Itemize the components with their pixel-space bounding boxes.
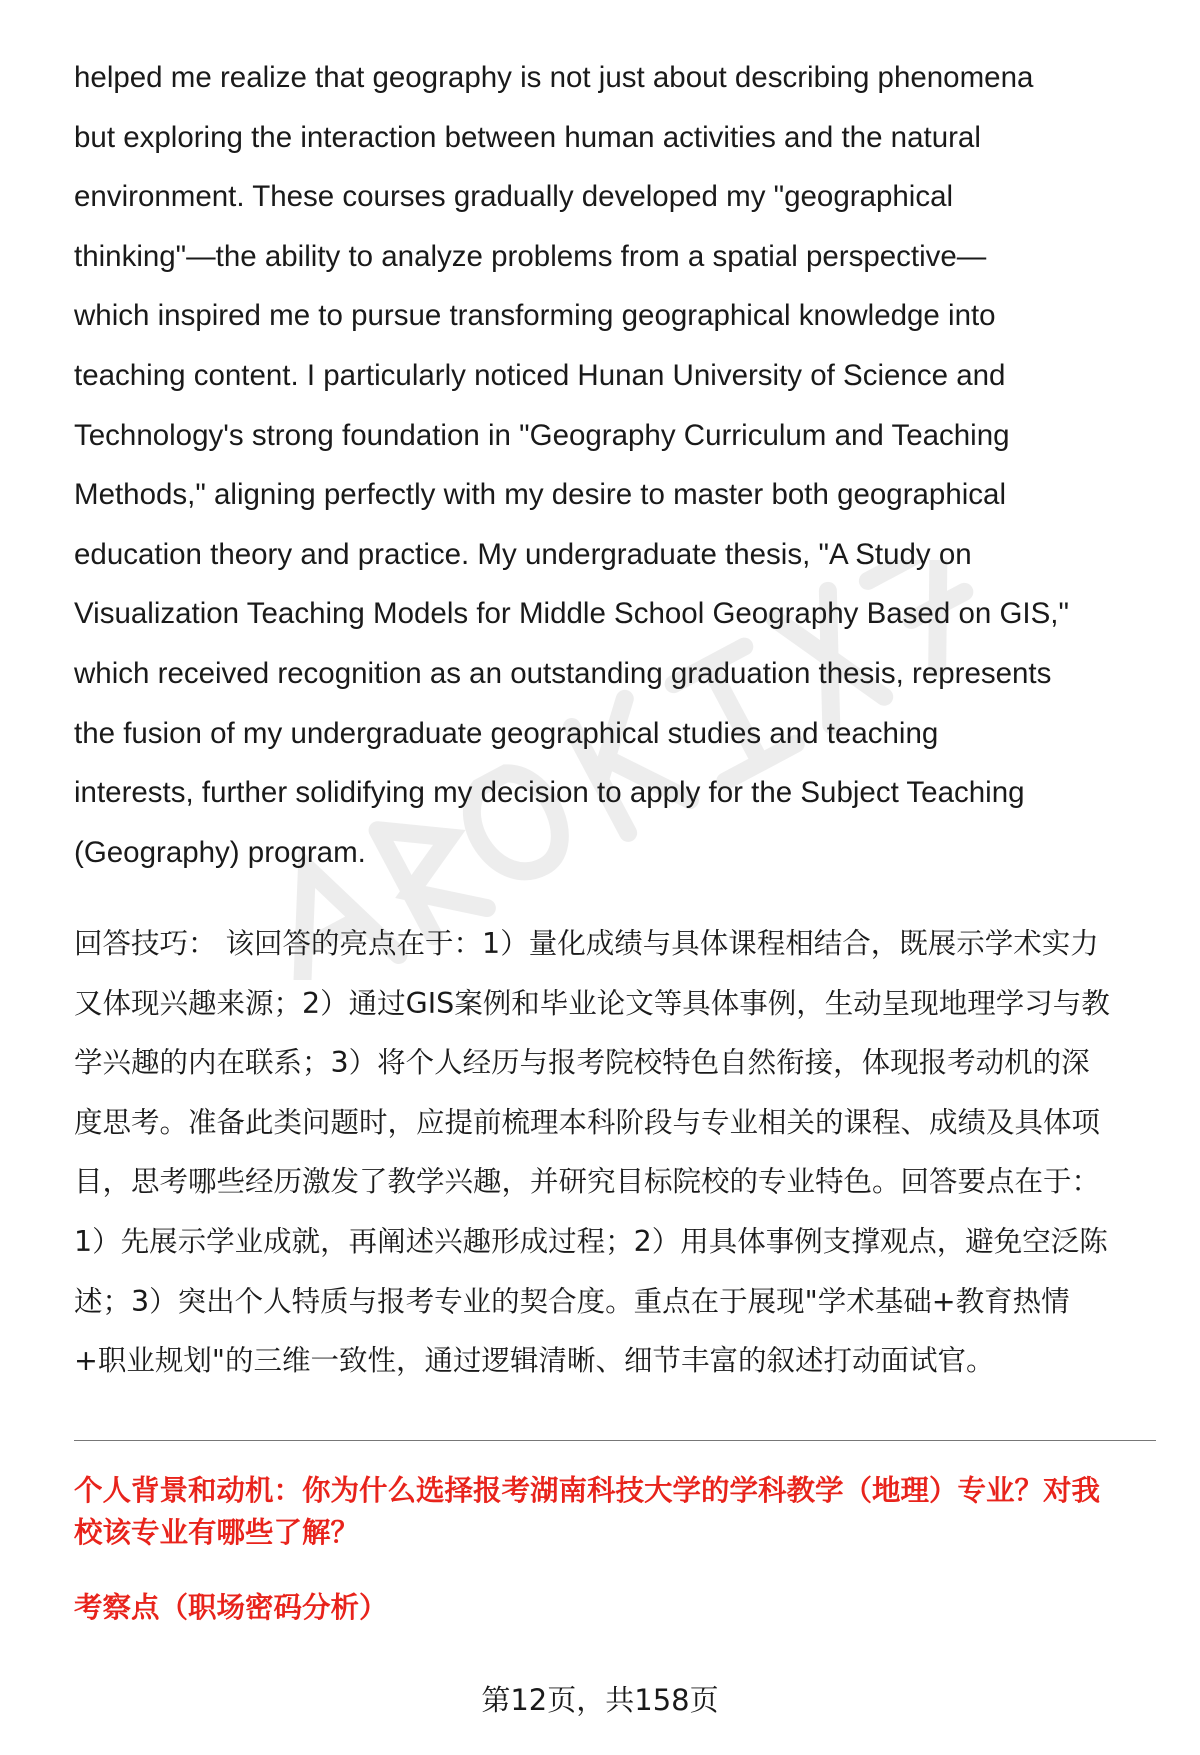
question-line: 个人背景和动机：你为什么选择报考湖南科技大学的学科教学（地理）专业？对我 xyxy=(74,1474,1101,1507)
section-divider xyxy=(74,1440,1156,1441)
tips-line: +职业规划"的三维一致性，通过逻辑清晰、细节丰富的叙述打动面试官。 xyxy=(74,1344,995,1378)
tips-line: 学兴趣的内在联系；3）将个人经历与报考院校特色自然衔接，体现报考动机的深 xyxy=(74,1046,1090,1080)
answer-line: which received recognition as an outstanding graduation thesis, represents xyxy=(74,656,1052,690)
tips-line: 回答技巧： 该回答的亮点在于：1）量化成绩与具体课程相结合，既展示学术实力 xyxy=(74,927,1099,960)
answer-line: helped me realize that geography is not just about describing phenomena xyxy=(74,61,1034,94)
answer-line: Methods," aligning perfectly with my desire to master both geographical xyxy=(74,478,1007,512)
tips-line: 1）先展示学业成就，再阐述兴趣形成过程；2）用具体事例支撑观点，避免空泛陈 xyxy=(74,1224,1108,1258)
tips-line: 述；3）突出个人特质与报考专业的契合度。重点在于展现"学术基础+教育热情 xyxy=(74,1284,1070,1318)
answer-line: interests, further solidifying my decision to apply for the Subject Teaching xyxy=(74,776,1025,810)
assessment-heading: 考察点（职场密码分析） xyxy=(74,1591,388,1624)
page-number-footer: 第12页，共158页 xyxy=(481,1683,719,1717)
answer-line: the fusion of my undergraduate geographical studies and teaching xyxy=(74,716,939,750)
answer-line: teaching content. I particularly noticed Hunan University of Science and xyxy=(74,358,1006,392)
answer-line: which inspired me to pursue transforming geographical knowledge into xyxy=(74,299,996,333)
answer-line: thinking"—the ability to analyze problems from a spatial perspective— xyxy=(74,239,987,273)
answer-line: but exploring the interaction between human activities and the natural xyxy=(74,120,981,154)
tips-line: 度思考。准备此类问题时，应提前梳理本科阶段与专业相关的课程、成绩及具体项 xyxy=(74,1105,1101,1139)
answer-tips xyxy=(74,914,1154,1391)
answer-line: Technology's strong foundation in "Geography Curriculum and Teaching xyxy=(74,418,1010,452)
answer-paragraph xyxy=(74,48,1154,882)
answer-line: environment. These courses gradually developed my "geographical xyxy=(74,180,954,214)
tips-line: 目，思考哪些经历激发了教学兴趣，并研究目标院校的专业特色。回答要点在于： xyxy=(74,1165,1101,1199)
question-line: 校该专业有哪些了解？ xyxy=(74,1516,360,1549)
answer-line: (Geography) program. xyxy=(74,835,366,869)
tips-line: 又体现兴趣来源；2）通过GIS案例和毕业论文等具体事例，生动呈现地理学习与教 xyxy=(74,986,1110,1020)
answer-line: Visualization Teaching Models for Middle School Geography Based on GIS," xyxy=(74,597,1069,631)
answer-line: education theory and practice. My undergraduate thesis, "A Study on xyxy=(74,537,972,571)
question-heading xyxy=(74,1470,1164,1554)
